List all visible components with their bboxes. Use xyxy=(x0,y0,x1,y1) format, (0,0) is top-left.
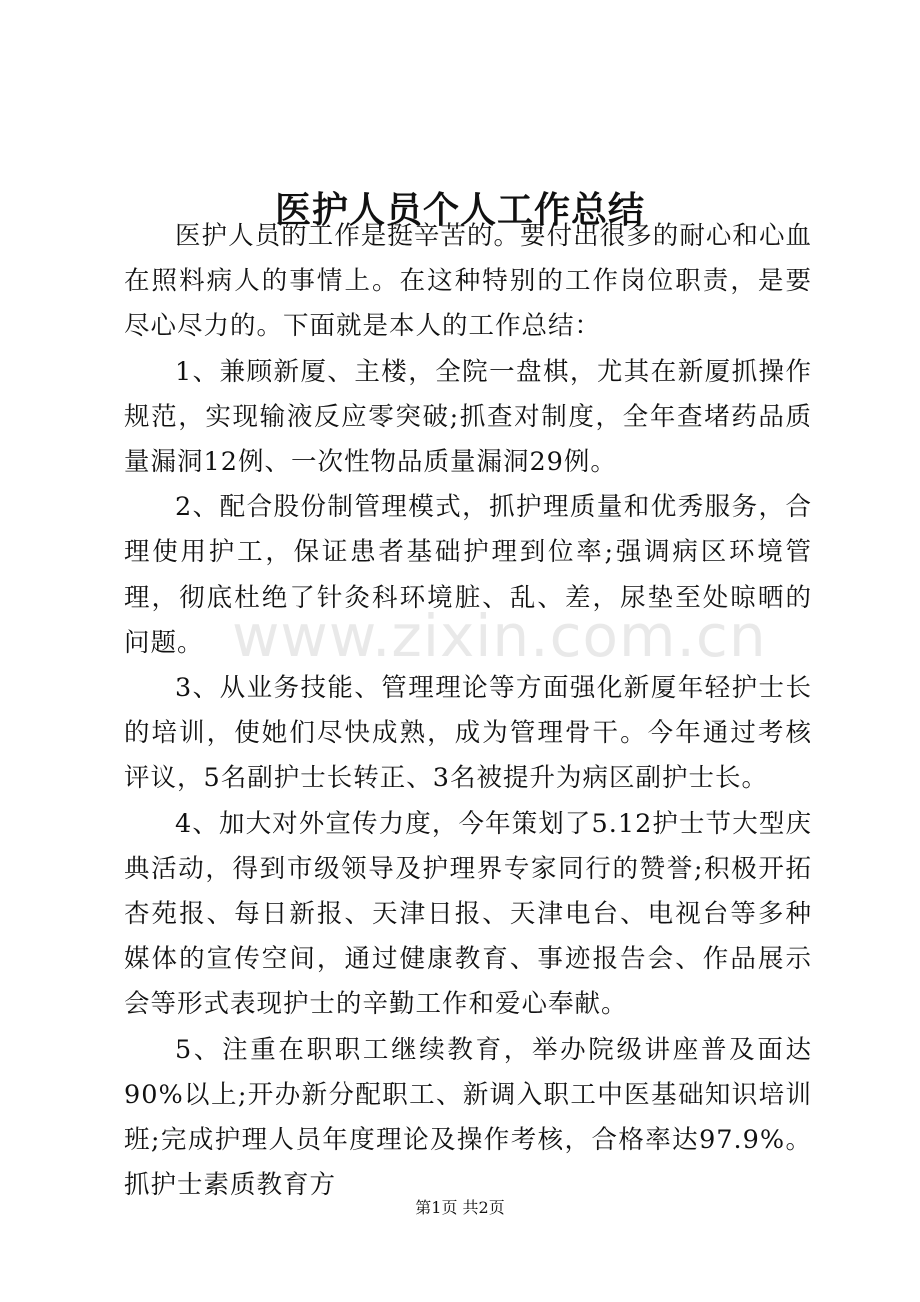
document-body xyxy=(124,214,812,1208)
paragraph-intro: 医护人员的工作是挺辛苦的。要付出很多的耐心和心血在照料病人的事情上。在这种特别的工作岗位职责，是要尽心尽力的。下面就是本人的工作总结： xyxy=(124,221,812,342)
paragraph-item-5: 5、注重在职职工继续教育，举办院级讲座普及面达90%以上;开办新分配职工、新调入职工中医基础知识培训班;完成护理人员年度理论及操作考核，合格率达97.9%。抓护士素质教育方 xyxy=(124,1034,812,1201)
page-footer: 第1页 共2页 xyxy=(415,1198,505,1217)
paragraph-item-3: 3、从业务技能、管理理论等方面强化新厦年轻护士长的培训，使她们尽快成熟，成为管理骨干。今年通过考核评议，5名副护士长转正、3名被提升为病区副护士长。 xyxy=(124,673,812,794)
paragraph-item-2: 2、配合股份制管理模式，抓护理质量和优秀服务，合理使用护工，保证患者基础护理到位率;强调病区环境管理，彻底杜绝了针灸科环境脏、乱、差，尿垫至处晾晒的问题。 xyxy=(124,492,812,658)
paragraph-item-4: 4、加大对外宣传力度，今年策划了5.12护士节大型庆典活动，得到市级领导及护理界专家同行的赞誉;积极开拓杏苑报、每日新报、天津日报、天津电台、电视台等多种媒体的宣传空间，通过健康教育、事迹报告会、作品展示会等形式表现护士的辛勤工作和爱心奉献。 xyxy=(124,808,812,1020)
document-title: 医护人员个人工作总结 xyxy=(274,189,645,232)
watermark: www.zixin.com.cn xyxy=(232,602,767,670)
paragraph-item-1: 1、兼顾新厦、主楼，全院一盘棋，尤其在新厦抓操作规范，实现输液反应零突破;抓查对制度，全年查堵药品质量漏洞12例、一次性物品质量漏洞29例。 xyxy=(124,356,812,478)
